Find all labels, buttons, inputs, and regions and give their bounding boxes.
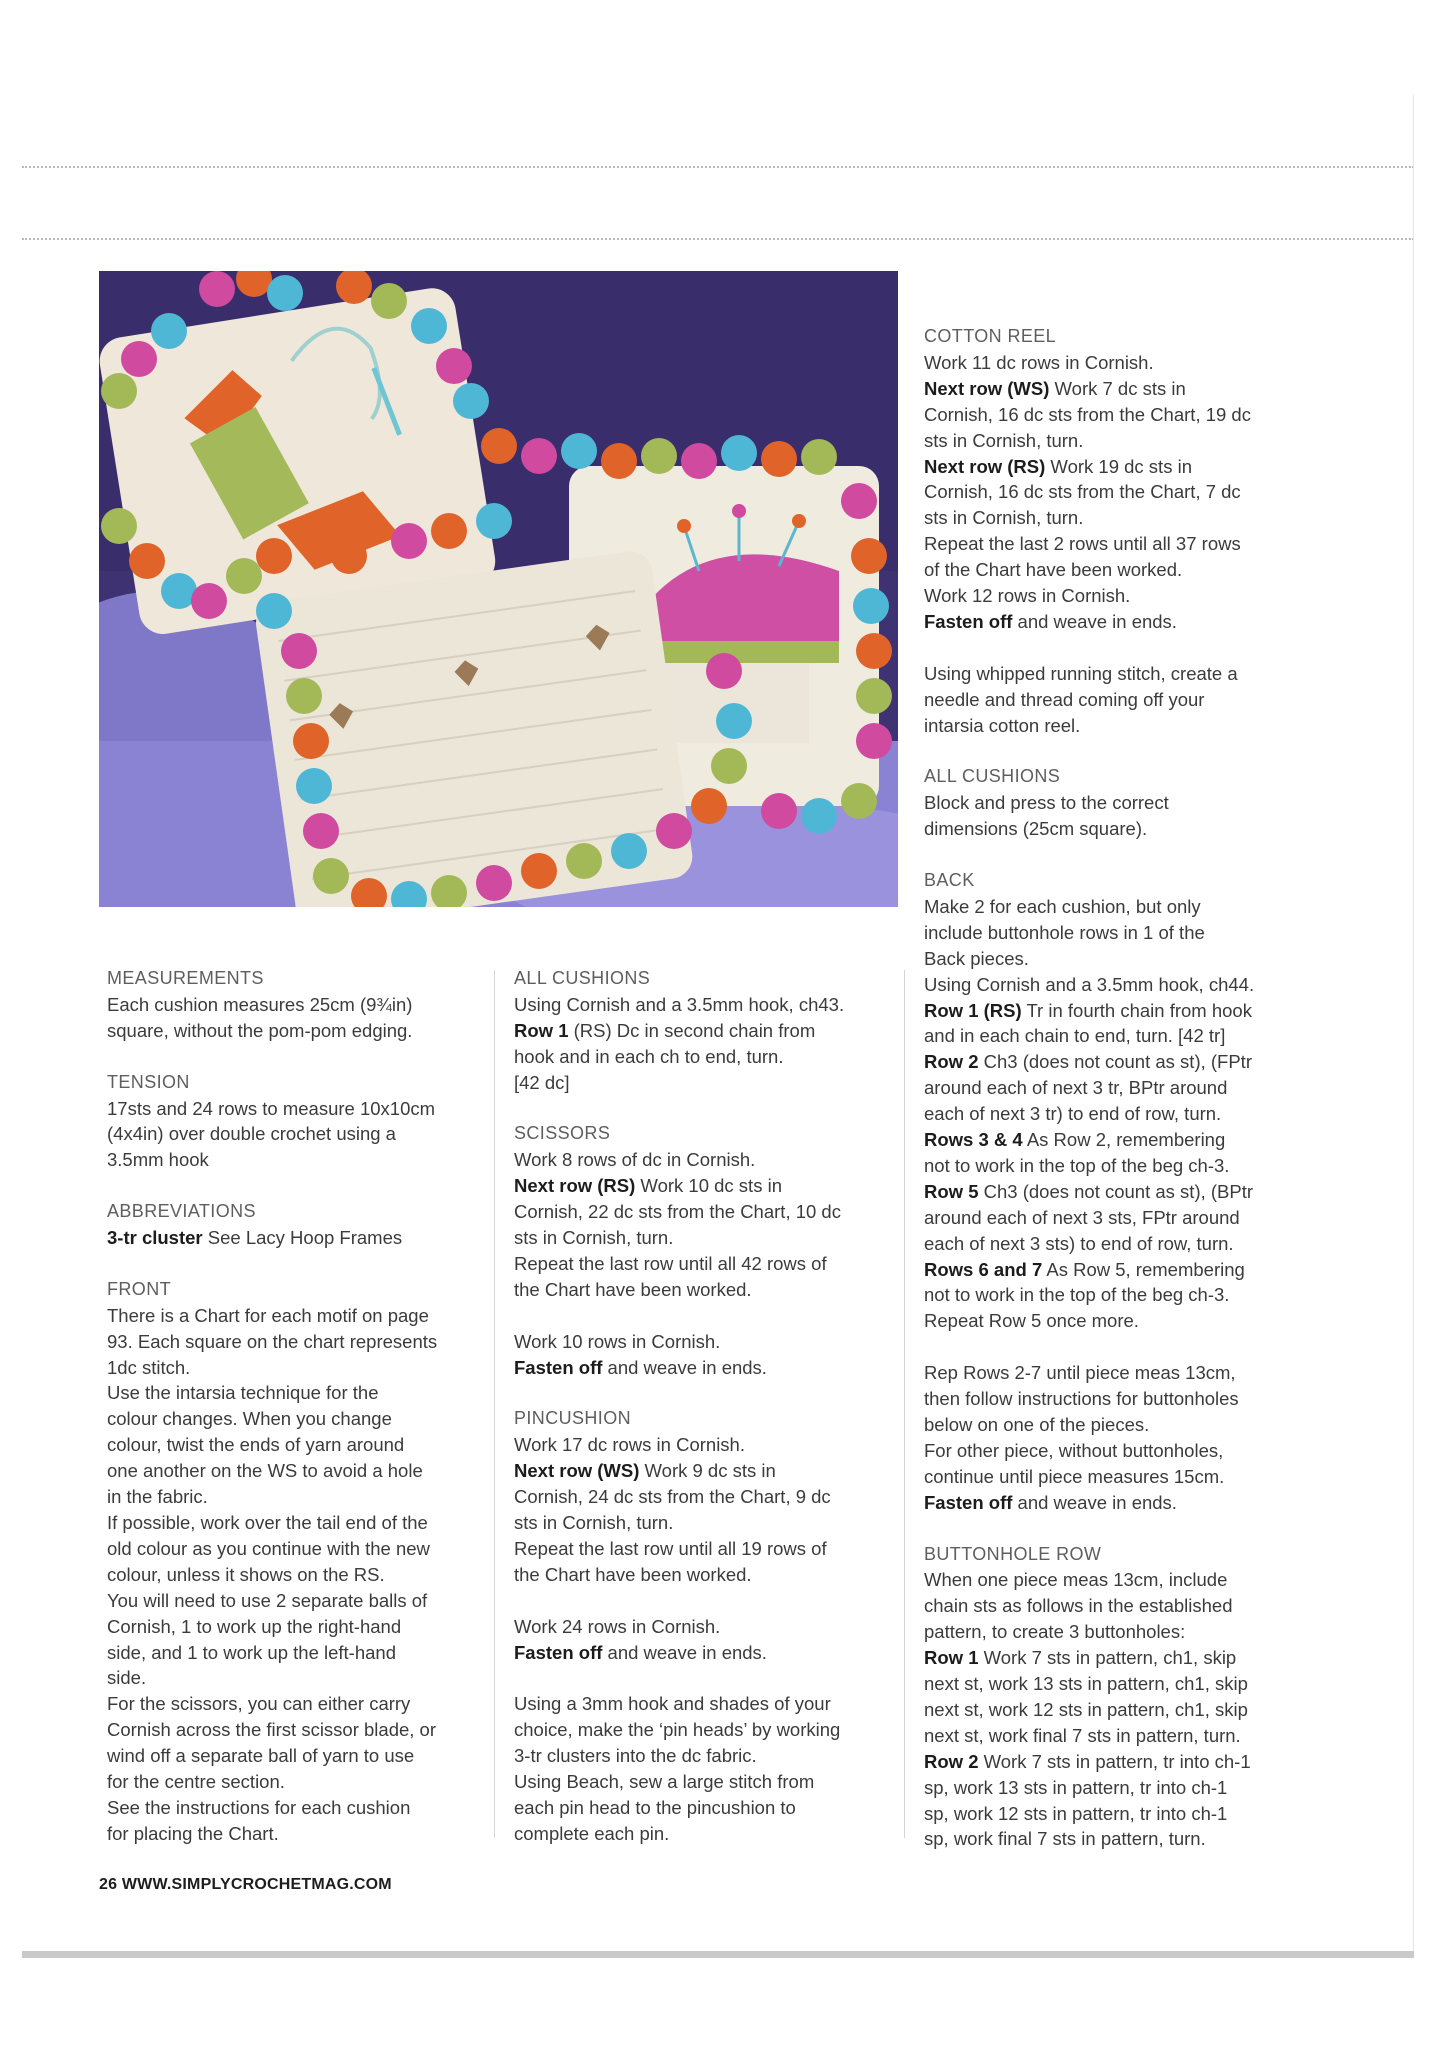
measurements-heading: MEASUREMENTS — [107, 968, 264, 988]
abbreviation-entry — [107, 1225, 492, 1251]
fasten-off-label: Fasten off — [514, 1641, 603, 1663]
top-dotted-rule-2 — [22, 238, 1414, 240]
row-text: Work 7 sts in pattern, ch1, skip — [978, 1647, 1237, 1669]
front-line: side. — [107, 1667, 147, 1689]
cotton-reel-heading: COTTON REEL — [924, 326, 1057, 346]
instruction-line: not to work in the top of the beg ch-3. — [924, 1154, 1230, 1176]
tension-line: 3.5mm hook — [107, 1149, 209, 1171]
instruction-line: below on one of the pieces. — [924, 1414, 1150, 1435]
site-url: WWW.SIMPLYCROCHETMAG.COM — [121, 1876, 392, 1893]
instruction-line: each of next 3 tr) to end of row, turn. — [924, 1103, 1222, 1125]
instruction-line — [924, 1490, 1324, 1516]
row-text: Ch3 (does not count as st), (FPtr — [978, 1051, 1252, 1073]
abbreviations-heading: ABBREVIATIONS — [107, 1201, 256, 1222]
instruction-line: sts in Cornish, turn. — [514, 1511, 674, 1533]
instruction-line: Using a 3mm hook and shades of your — [514, 1693, 831, 1715]
bottom-bar — [22, 1951, 1414, 1958]
front-line: Cornish across the first scissor blade, or — [107, 1719, 437, 1741]
row-label: Row 2 — [924, 1051, 979, 1073]
front-line: 1dc stitch. — [107, 1356, 191, 1378]
instruction-line: Repeat Row 5 once more. — [924, 1310, 1139, 1332]
row-text: and weave in ends. — [1012, 610, 1177, 632]
row-text: and weave in ends. — [1012, 1491, 1177, 1513]
instruction-line: each of next 3 sts) to end of row, turn. — [924, 1232, 1234, 1254]
instruction-line: the Chart have been worked. — [514, 1563, 752, 1585]
page-footer — [99, 1876, 392, 1894]
page-edge — [1413, 95, 1414, 1955]
all-cushions-finish-heading: ALL CUSHIONS — [924, 766, 1061, 787]
row-label: Row 2 — [924, 1750, 979, 1772]
instruction-line: Work 24 rows in Cornish. — [514, 1615, 721, 1637]
instruction-line — [514, 1355, 899, 1381]
column-divider-1 — [494, 970, 495, 1838]
instruction-line — [924, 1049, 1324, 1075]
fasten-off-label: Fasten off — [924, 1491, 1013, 1513]
row-label: Next row (RS) — [924, 455, 1046, 477]
instruction-line: Repeat the last row until all 42 rows of — [514, 1252, 827, 1274]
row-text: Work 9 dc sts in — [639, 1460, 776, 1482]
row-label: Next row (WS) — [514, 1460, 640, 1482]
instruction-line: Cornish, 16 dc sts from the Chart, 7 dc — [924, 481, 1241, 503]
instruction-line: Repeat the last 2 rows until all 37 rows — [924, 533, 1241, 555]
instruction-line: Repeat the last row until all 19 rows of — [514, 1537, 827, 1559]
instruction-line: sts in Cornish, turn. — [514, 1227, 674, 1249]
instruction-line: Block and press to the correct — [924, 792, 1169, 814]
instruction-line — [514, 1640, 899, 1666]
instruction-line: Cornish, 16 dc sts from the Chart, 19 dc — [924, 403, 1251, 425]
instruction-line: sp, work 12 sts in pattern, tr into ch-1 — [924, 1802, 1228, 1824]
tension-heading: TENSION — [107, 1071, 190, 1092]
front-line: Cornish, 1 to work up the right-hand — [107, 1615, 402, 1637]
instruction-line: [42 dc] — [514, 1071, 570, 1093]
front-line: colour, unless it shows on the RS. — [107, 1563, 385, 1585]
instruction-line — [924, 1257, 1324, 1283]
instruction-line: and in each chain to end, turn. [42 tr] — [924, 1025, 1226, 1047]
front-text — [107, 1303, 492, 1847]
front-line: in the fabric. — [107, 1486, 208, 1508]
measurements-line: square, without the pom-pom edging. — [107, 1019, 413, 1041]
row-label: Next row (WS) — [924, 377, 1050, 399]
instruction-line: Work 17 dc rows in Cornish. — [514, 1434, 745, 1456]
instruction-line: Work 12 rows in Cornish. — [924, 585, 1131, 607]
tension-line: 17sts and 24 rows to measure 10x10cm — [107, 1097, 436, 1119]
column-divider-2 — [904, 970, 905, 1838]
row-text: and weave in ends. — [602, 1641, 767, 1663]
front-line: for the centre section. — [107, 1771, 285, 1793]
front-line: You will need to use 2 separate balls of — [107, 1589, 428, 1611]
row-label: Rows 6 and 7 — [924, 1258, 1043, 1280]
front-line: for placing the Chart. — [107, 1822, 279, 1844]
all-cushions-heading: ALL CUSHIONS — [514, 968, 651, 988]
instruction-line — [514, 1173, 899, 1199]
row-text: Work 10 dc sts in — [635, 1175, 782, 1197]
instruction-line: sts in Cornish, turn. — [924, 507, 1084, 529]
instruction-line: For other piece, without buttonholes, — [924, 1439, 1224, 1461]
instruction-line — [924, 609, 1324, 635]
instruction-line: each pin head to the pincushion to — [514, 1796, 796, 1818]
page-number: 26 — [99, 1876, 118, 1893]
front-line: one another on the WS to avoid a hole — [107, 1460, 423, 1482]
front-line: side, and 1 to work up the left-hand — [107, 1641, 396, 1663]
row-label: Row 5 — [924, 1180, 979, 1202]
pincushion-heading: PINCUSHION — [514, 1408, 632, 1429]
instruction-line — [924, 998, 1324, 1024]
instruction-line: Rep Rows 2-7 until piece meas 13cm, — [924, 1362, 1236, 1384]
instruction-line — [514, 1458, 899, 1484]
instruction-line: sts in Cornish, turn. — [924, 429, 1084, 451]
row-label: Row 1 — [514, 1019, 569, 1041]
instruction-line — [924, 376, 1324, 402]
front-line: old colour as you continue with the new — [107, 1537, 430, 1559]
instruction-line: Using Cornish and a 3.5mm hook, ch43. — [514, 993, 845, 1015]
row-text: (RS) Dc in second chain from — [568, 1019, 816, 1041]
instruction-line: the Chart have been worked. — [514, 1278, 752, 1300]
row-label: Row 1 (RS) — [924, 999, 1022, 1021]
buttonhole-heading: BUTTONHOLE ROW — [924, 1543, 1102, 1564]
instruction-line: include buttonhole rows in 1 of the — [924, 921, 1205, 943]
instruction-line: chain sts as follows in the established — [924, 1595, 1233, 1617]
instruction-line: pattern, to create 3 buttonholes: — [924, 1621, 1186, 1643]
front-heading: FRONT — [107, 1278, 171, 1299]
instruction-line: next st, work 12 sts in pattern, ch1, skip — [924, 1698, 1248, 1720]
instruction-line: Cornish, 22 dc sts from the Chart, 10 dc — [514, 1201, 841, 1223]
row-text: Work 7 dc sts in — [1049, 377, 1186, 399]
instruction-line: of the Chart have been worked. — [924, 559, 1183, 581]
instruction-line: Cornish, 24 dc sts from the Chart, 9 dc — [514, 1486, 831, 1508]
row-label: Next row (RS) — [514, 1175, 636, 1197]
tension-line: (4x4in) over double crochet using a — [107, 1123, 396, 1145]
instruction-line — [924, 1645, 1324, 1671]
front-line: There is a Chart for each motif on page — [107, 1304, 429, 1326]
row-text: Work 19 dc sts in — [1045, 455, 1192, 477]
front-line: wind off a separate ball of yarn to use — [107, 1745, 415, 1767]
front-line: See the instructions for each cushion — [107, 1796, 411, 1818]
instruction-line: Back pieces. — [924, 947, 1029, 969]
instruction-line: sp, work 13 sts in pattern, tr into ch-1 — [924, 1776, 1228, 1798]
instruction-line: Work 11 dc rows in Cornish. — [924, 351, 1154, 373]
row-text: and weave in ends. — [602, 1356, 767, 1378]
instruction-line: Using Beach, sew a large stitch from — [514, 1771, 815, 1793]
instruction-line: not to work in the top of the beg ch-3. — [924, 1284, 1230, 1306]
row-text: Work 7 sts in pattern, tr into ch-1 — [978, 1750, 1251, 1772]
instruction-line: sp, work final 7 sts in pattern, turn. — [924, 1828, 1206, 1850]
instruction-line: Work 10 rows in Cornish. — [514, 1330, 721, 1352]
instruction-line — [924, 1749, 1324, 1775]
instruction-line: hook and in each ch to end, turn. — [514, 1045, 784, 1067]
instruction-line: Using whipped running stitch, create a — [924, 662, 1238, 684]
instruction-line — [514, 1018, 899, 1044]
row-label: Row 1 — [924, 1647, 979, 1669]
instruction-line — [924, 454, 1324, 480]
front-line: colour changes. When you change — [107, 1408, 392, 1430]
instruction-line: continue until piece measures 15cm. — [924, 1465, 1225, 1487]
instruction-line: next st, work 13 sts in pattern, ch1, skip — [924, 1673, 1248, 1695]
fasten-off-label: Fasten off — [924, 610, 1013, 632]
row-label: Rows 3 & 4 — [924, 1129, 1023, 1151]
measurements-line: Each cushion measures 25cm (9¾in) — [107, 993, 413, 1015]
fasten-off-label: Fasten off — [514, 1356, 603, 1378]
instruction-line: dimensions (25cm square). — [924, 818, 1148, 840]
front-line: 93. Each square on the chart represents — [107, 1330, 438, 1352]
row-text: As Row 5, remembering — [1042, 1258, 1245, 1280]
instruction-line: then follow instructions for buttonholes — [924, 1388, 1239, 1410]
abbreviation-term: 3-tr cluster — [107, 1227, 203, 1249]
abbreviation-text: See Lacy Hoop Frames — [202, 1227, 403, 1249]
instruction-line: choice, make the ‘pin heads’ by working — [514, 1719, 841, 1741]
instruction-line: Using Cornish and a 3.5mm hook, ch44. — [924, 973, 1255, 995]
front-line: Use the intarsia technique for the — [107, 1382, 379, 1404]
row-text: Ch3 (does not count as st), (BPtr — [978, 1180, 1254, 1202]
cushions-photo — [99, 271, 898, 907]
front-line: If possible, work over the tail end of the — [107, 1511, 428, 1533]
instruction-line: intarsia cotton reel. — [924, 714, 1081, 736]
column-middle — [514, 966, 899, 1847]
instruction-line: 3-tr clusters into the dc fabric. — [514, 1745, 757, 1767]
instruction-line — [924, 1127, 1324, 1153]
instruction-line: Make 2 for each cushion, but only — [924, 895, 1201, 917]
instruction-line: needle and thread coming off your — [924, 688, 1205, 710]
scissors-heading: SCISSORS — [514, 1123, 611, 1144]
instruction-line: next st, work final 7 sts in pattern, turn. — [924, 1724, 1241, 1746]
row-text: As Row 2, remembering — [1022, 1129, 1226, 1151]
instruction-line: Work 8 rows of dc in Cornish. — [514, 1149, 756, 1171]
row-text: Tr in fourth chain from hook — [1021, 999, 1252, 1021]
front-line: For the scissors, you can either carry — [107, 1693, 411, 1715]
column-right — [924, 324, 1324, 1852]
back-heading: BACK — [924, 869, 975, 890]
front-line: colour, twist the ends of yarn around — [107, 1434, 405, 1456]
top-dotted-rule-1 — [22, 166, 1414, 168]
instruction-line: around each of next 3 tr, BPtr around — [924, 1077, 1228, 1099]
instruction-line: When one piece meas 13cm, include — [924, 1569, 1228, 1591]
instruction-line: around each of next 3 sts, FPtr around — [924, 1206, 1240, 1228]
column-left — [107, 966, 492, 1847]
instruction-line: complete each pin. — [514, 1822, 670, 1844]
instruction-line — [924, 1179, 1324, 1205]
